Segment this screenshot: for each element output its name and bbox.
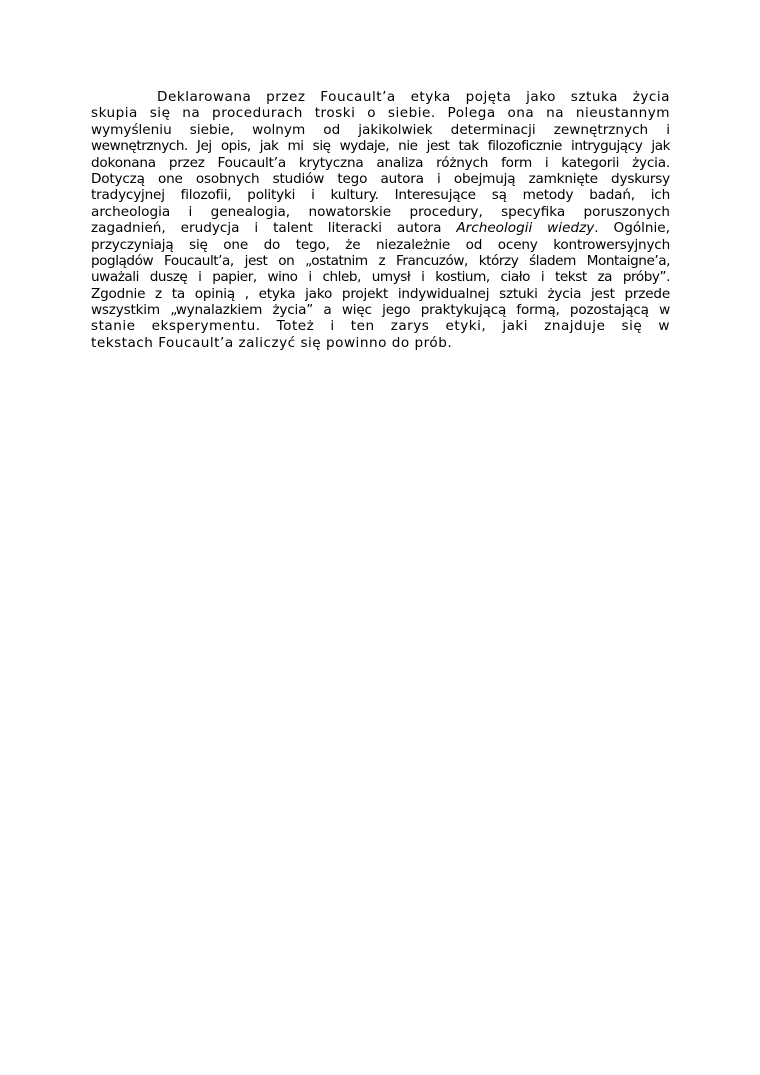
text-line: Deklarowana przez Foucault’a etyka pojęta jako sztuka życia — [157, 89, 670, 105]
text-segment: . Ogólnie, — [594, 220, 670, 237]
text-line: tradycyjnej filozofii, polityki i kultury. Interesujące są metody badań, ich — [91, 187, 670, 204]
body-paragraph — [91, 89, 670, 351]
text-line: archeologia i genealogia, nowatorskie procedury, specyfika poruszonych — [91, 203, 670, 220]
text-line: dokonana przez Foucault’a krytyczna analiza różnych form i kategorii życia. — [91, 154, 670, 171]
text-line: stanie eksperymentu. Toteż i ten zarys etyki, jaki znajduje się w — [91, 318, 670, 335]
text-line: poglądów Foucault’a, jest on „ostatnim z Francuzów, którzy śladem Montaigne’a, — [91, 252, 670, 269]
text-line: Zgodnie z ta opinią , etyka jako projekt indywidualnej sztuki życia jest przede — [91, 285, 670, 302]
text-segment: zagadnień, erudycja i talent literacki autora — [91, 220, 457, 237]
text-line — [91, 220, 670, 236]
text-line: skupia się na procedurach troski o siebie. Polega ona na nieustannym — [91, 105, 670, 122]
text-line: wymyśleniu siebie, wolnym od jakikolwiek determinacji zewnętrznych i — [91, 121, 670, 138]
text-line: wewnętrznych. Jej opis, jak mi się wydaje, nie jest tak filozoficznie intrygujący jak — [91, 138, 670, 155]
text-line: tekstach Foucault’a zaliczyć się powinno do prób. — [91, 334, 453, 351]
text-line: uważali duszę i papier, wino i chleb, umysł i kostium, ciało i tekst za próby”. — [91, 269, 670, 286]
text-line: wszystkim „wynalazkiem życia” a więc jego praktykującą formą, pozostającą w — [91, 302, 670, 319]
text-line: Dotyczą one osobnych studiów tego autora i obejmują zamknięte dyskursy — [91, 170, 670, 187]
text-line: przyczyniają się one do tego, że niezależnie od oceny kontrowersyjnych — [91, 236, 670, 253]
book-title: Archeologii wiedzy — [456, 220, 595, 237]
